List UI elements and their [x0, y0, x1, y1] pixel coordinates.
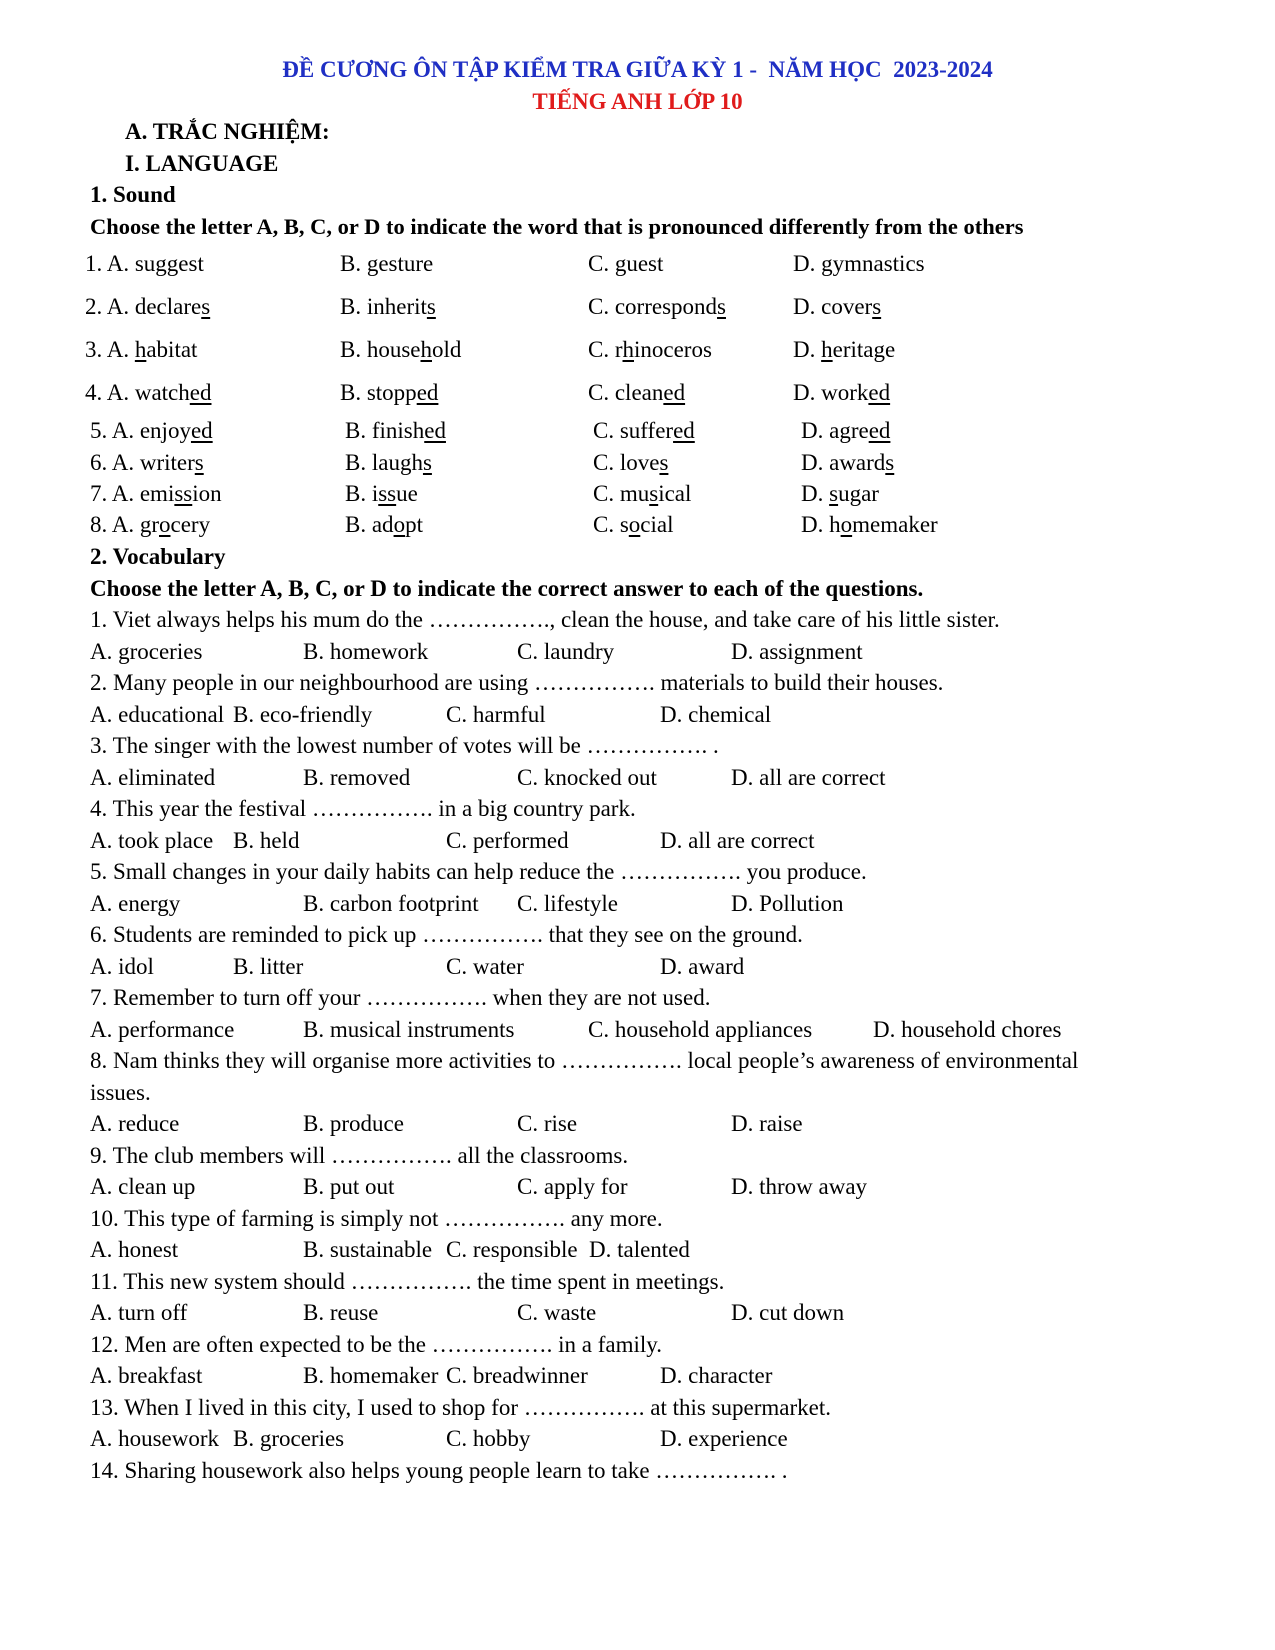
sound-option-4-c [588, 379, 685, 407]
question-11-option-b: B. reuse [303, 1300, 379, 1325]
sound-option-3-a [85, 336, 197, 364]
underlined-sound: ss [174, 481, 193, 506]
sound-option-6-b [345, 449, 432, 477]
section-i-heading: I. LANGUAGE [125, 151, 279, 176]
question-14-text: 14. Sharing housework also helps young people learn to take ……………. . [90, 1457, 788, 1483]
option-text: C. love [593, 450, 660, 475]
option-text: B. i [345, 481, 379, 506]
option-text: C. clean [588, 380, 664, 405]
option-text: 2. A. declare [85, 294, 202, 319]
underlined-sound: o [840, 512, 853, 537]
sound-option-7-b [345, 480, 418, 508]
question-1-text: 1. Viet always helps his mum do the ……………., clean the house, and take care of his little sister. [90, 607, 1000, 632]
question-4-option-d: D. all are correct [660, 827, 815, 853]
sound-option-8-b [345, 511, 423, 539]
sound-heading: 1. Sound [90, 182, 176, 207]
sound-option-1-b [340, 250, 433, 278]
question-13-text: 13. When I lived in this city, I used to shop for ……………. at this supermarket. [90, 1394, 831, 1420]
question-4-option-a: A. took place [90, 827, 214, 853]
option-text: 1. A. sug [85, 251, 167, 276]
option-text: B. finish [345, 418, 425, 443]
underlined-sound: s [422, 450, 432, 475]
option-text: abitat [146, 337, 198, 362]
question-11-option-a: A. turn off [90, 1300, 188, 1325]
underlined-sound: s [194, 450, 204, 475]
question-1-option-c: C. laundry [517, 638, 615, 664]
underlined-sound: ed [868, 380, 891, 405]
question-3-option-d: D. all are correct [731, 764, 886, 790]
question-10-option-d: D. talented [589, 1237, 690, 1262]
question-2-text: 2. Many people in our neighbourhood are using ……………. materials to build their houses. [90, 670, 944, 695]
vocab-heading: 2. Vocabulary [90, 544, 226, 569]
option-text: 8. A. gr [90, 512, 159, 537]
question-11-option-c: C. waste [517, 1300, 597, 1325]
sound-option-6-a [90, 449, 204, 477]
option-text: B. inherit [340, 294, 427, 319]
question-12-option-d: D. character [660, 1363, 773, 1388]
option-text: B. stopp [340, 380, 417, 405]
underlined-sound: ed [189, 380, 212, 405]
question-10-text: 10. This type of farming is simply not ……………. any more. [90, 1205, 663, 1231]
question-6-option-a: A. idol [90, 953, 154, 979]
vocab-instruction: Choose the letter A, B, C, or D to indicate the correct answer to each of the questions. [90, 576, 924, 601]
underlined-sound: ss [378, 481, 397, 506]
question-3-option-a: A. eliminated [90, 764, 216, 790]
question-2-option-a: A. educational [90, 701, 225, 727]
underlined-sound: s [872, 294, 882, 319]
underlined-sound: ed [663, 380, 686, 405]
question-8-option-b: B. produce [303, 1111, 404, 1136]
question-12-option-c: C. breadwinner [446, 1363, 588, 1388]
sound-option-6-d [801, 449, 894, 477]
question-5-option-c: C. lifestyle [517, 890, 618, 916]
question-3-option-b: B. removed [303, 764, 411, 790]
sound-option-5-b [345, 417, 446, 445]
section-a-heading: A. TRẮC NGHIỆM: [125, 119, 330, 144]
question-4-option-b: B. held [233, 827, 300, 853]
underlined-sound: s [201, 294, 211, 319]
question-12-option-a: A. breakfast [90, 1363, 203, 1388]
question-10-option-c: C. responsible [446, 1237, 578, 1262]
underlined-sound: h [134, 337, 147, 362]
sound-option-3-b [340, 336, 461, 364]
option-text: D. agre [801, 418, 869, 443]
question-8-option-a: A. reduce [90, 1111, 180, 1136]
sound-option-2-b [340, 293, 436, 321]
sound-option-4-d [793, 379, 890, 407]
underlined-sound: s [649, 481, 659, 506]
question-2-option-c: C. harmful [446, 701, 546, 727]
option-text: ue [396, 481, 418, 506]
sound-option-5-a [90, 417, 213, 445]
question-11-option-d: D. cut down [731, 1300, 845, 1325]
question-5-option-d: D. Pollution [731, 890, 844, 916]
underlined-sound: ed [424, 418, 446, 443]
question-13-option-a: A. housework [90, 1426, 220, 1451]
option-text: ture [397, 251, 434, 276]
question-13-option-c: C. hobby [446, 1426, 531, 1451]
sound-option-7-a [90, 480, 222, 508]
question-7-option-a: A. performance [90, 1016, 235, 1042]
question-12-option-b: B. homemaker [303, 1363, 439, 1388]
underlined-sound: ed [868, 418, 891, 443]
option-text: old [432, 337, 462, 362]
option-text: B. laugh [345, 450, 423, 475]
question-13-option-b: B. groceries [233, 1426, 345, 1451]
sound-option-4-b [340, 379, 438, 407]
question-1-option-b: B. homework [303, 638, 429, 664]
question-8-option-c: C. rise [517, 1111, 578, 1136]
underlined-sound: o [159, 512, 171, 537]
sound-option-8-a [90, 511, 210, 539]
question-3-option-c: C. knocked out [517, 764, 657, 790]
option-text: C. mu [593, 481, 650, 506]
question-9-option-a: A. clean up [90, 1174, 196, 1199]
sound-option-2-c [588, 293, 726, 321]
sound-option-5-c [593, 417, 695, 445]
option-text: 3. A. [85, 337, 135, 362]
underlined-sound: h [821, 337, 833, 362]
option-text: D. [793, 337, 822, 362]
option-text: pt [405, 512, 423, 537]
question-1-option-d: D. assignment [731, 638, 863, 664]
option-text: C. suffer [593, 418, 674, 443]
underlined-sound: s [885, 450, 895, 475]
question-12-text: 12. Men are often expected to be the ……………. in a family. [90, 1331, 663, 1357]
sound-option-1-d [793, 250, 925, 278]
sound-option-2-a [85, 293, 210, 321]
question-4-text: 4. This year the festival ……………. in a big country park. [90, 796, 636, 821]
question-8-option-d: D. raise [731, 1111, 803, 1136]
question-2-option-d: D. chemical [660, 701, 772, 727]
option-text: ical [658, 481, 692, 506]
option-text: B. ges [340, 251, 398, 276]
question-6-option-b: B. litter [233, 953, 304, 979]
document-title: ĐỀ CƯƠNG ÔN TẬP KIỂM TRA GIỮA KỲ 1 - NĂM HỌC 2023-2024 [282, 57, 993, 82]
question-7-text: 7. Remember to turn off your ……………. when they are not used. [90, 985, 711, 1010]
option-text: D. work [793, 380, 869, 405]
question-9-option-c: C. apply for [517, 1174, 628, 1199]
question-5-option-b: B. carbon footprint [303, 890, 479, 916]
option-text: C. gu [588, 251, 638, 276]
option-text: D. award [801, 450, 886, 475]
sound-option-3-c [588, 336, 712, 364]
underlined-sound: o [393, 512, 406, 537]
option-text: C. s [593, 512, 629, 537]
sound-option-8-d [801, 511, 938, 539]
option-text: cery [170, 512, 211, 537]
sound-instruction: Choose the letter A, B, C, or D to indicate the word that is pronounced differently from the others [90, 214, 1024, 239]
option-text: C. r [588, 337, 623, 362]
option-text: eritage [832, 337, 896, 362]
question-5-option-a: A. energy [90, 890, 181, 916]
underlined-sound: ed [190, 418, 213, 443]
option-text: ugar [838, 481, 879, 506]
option-text: est [637, 251, 664, 276]
option-text: D. [801, 481, 830, 506]
sound-option-3-d [793, 336, 895, 364]
question-6-option-d: D. award [660, 953, 745, 979]
option-text: 7. A. emi [90, 481, 175, 506]
option-text: ion [192, 481, 222, 506]
underlined-sound: s [717, 294, 726, 319]
option-text: est [178, 251, 204, 276]
sound-option-1-c [588, 250, 663, 278]
question-7-option-c: C. household appliances [588, 1016, 813, 1042]
question-11-text: 11. This new system should ……………. the time spent in meetings. [90, 1268, 725, 1294]
option-text: B. ad [345, 512, 394, 537]
underlined-sound: s [829, 481, 839, 506]
option-text: 6. A. writer [90, 450, 195, 475]
option-text: 5. A. enjoy [90, 418, 191, 443]
sound-option-7-c [593, 480, 691, 508]
option-text: B. house [340, 337, 421, 362]
question-10-option-a: A. honest [90, 1237, 179, 1262]
underlined-sound: s [659, 450, 669, 475]
question-6-option-c: C. water [446, 953, 524, 979]
underlined-sound: ed [416, 380, 439, 405]
underlined-sound: g [166, 251, 179, 276]
question-2-option-b: B. eco-friendly [233, 701, 373, 727]
option-text: memaker [852, 512, 938, 537]
option-text: inoceros [634, 337, 712, 362]
underlined-sound: h [420, 337, 432, 362]
sound-option-8-c [593, 511, 674, 539]
question-8-text-cont: issues. [90, 1079, 151, 1105]
option-text: cial [640, 512, 674, 537]
question-9-option-d: D. throw away [731, 1174, 868, 1199]
sound-option-7-d [801, 480, 879, 508]
question-9-text: 9. The club members will ……………. all the classrooms. [90, 1142, 629, 1168]
sound-option-1-a [85, 250, 204, 278]
question-1-option-a: A. groceries [90, 638, 203, 664]
question-7-option-b: B. musical instruments [303, 1016, 515, 1042]
question-4-option-c: C. performed [446, 827, 569, 853]
question-13-option-d: D. experience [660, 1426, 788, 1451]
sound-option-4-a [85, 379, 211, 407]
underlined-sound: h [622, 337, 634, 362]
document-subtitle: TIẾNG ANH LỚP 10 [532, 89, 743, 114]
underlined-sound: o [628, 512, 641, 537]
question-7-option-d: D. household chores [873, 1016, 1062, 1042]
option-text: 4. A. watch [85, 380, 190, 405]
option-text: C. correspond [588, 294, 718, 319]
question-9-option-b: B. put out [303, 1174, 395, 1199]
sound-option-6-c [593, 449, 668, 477]
option-text: D. gymnastics [793, 251, 925, 276]
sound-option-5-d [801, 417, 890, 445]
question-3-text: 3. The singer with the lowest number of votes will be ……………. . [90, 733, 719, 758]
underlined-sound: s [426, 294, 436, 319]
question-10-option-b: B. sustainable [303, 1237, 433, 1262]
question-6-text: 6. Students are reminded to pick up ……………. that they see on the ground. [90, 922, 803, 947]
question-8-text: 8. Nam thinks they will organise more activities to ……………. local people’s awareness of environmental [90, 1048, 1079, 1073]
question-5-text: 5. Small changes in your daily habits can help reduce the ……………. you produce. [90, 859, 867, 884]
underlined-sound: ed [673, 418, 695, 443]
sound-option-2-d [793, 293, 881, 321]
option-text: D. cover [793, 294, 873, 319]
option-text: D. h [801, 512, 841, 537]
